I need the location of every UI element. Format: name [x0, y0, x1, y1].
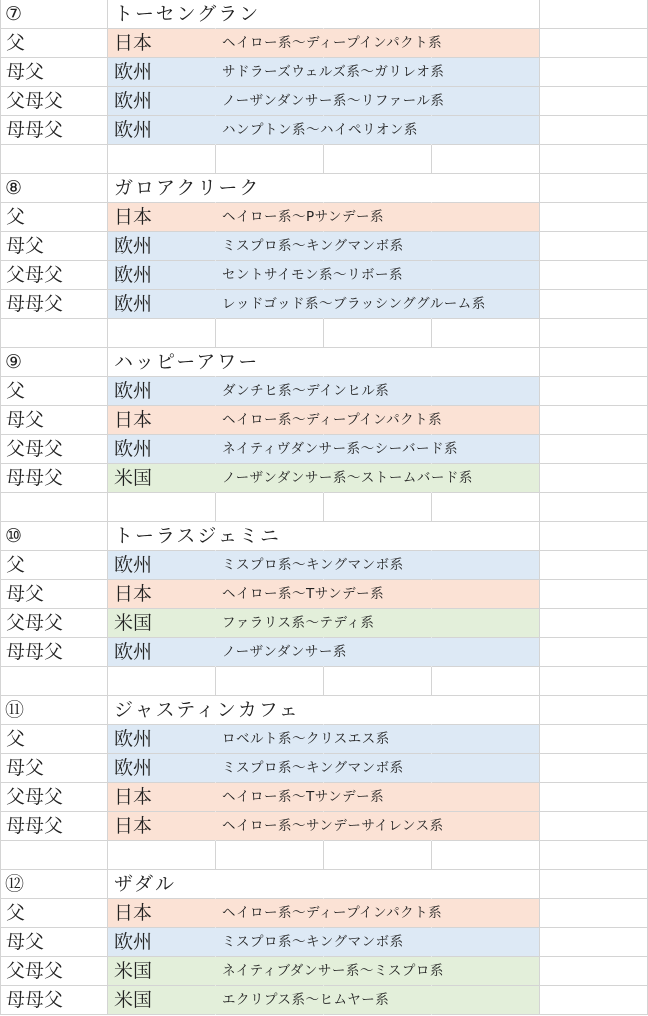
region-label: 米国	[114, 612, 153, 634]
region-label: 米国	[114, 989, 153, 1011]
region-label: 欧州	[114, 931, 153, 953]
horse-header-row	[0, 348, 648, 377]
pedigree-position-label: 父母父	[6, 960, 64, 982]
cell-col-5[interactable]	[540, 986, 648, 1015]
cell-col-0[interactable]	[0, 841, 108, 870]
cell-col-4[interactable]	[432, 986, 540, 1015]
cell-col-5[interactable]	[540, 116, 648, 145]
cell-col-4[interactable]	[432, 725, 540, 754]
sire-line-text: セントサイモン系〜リボー系	[222, 267, 404, 283]
empty-row	[0, 841, 648, 870]
sire-line-text: ミスプロ系〜キングマンボ系	[222, 934, 404, 950]
pedigree-row	[0, 725, 648, 754]
sire-line-text: ノーザンダンサー系〜ストームバード系	[222, 470, 473, 486]
cell-col-3[interactable]	[324, 319, 432, 348]
sire-line-text: サドラーズウェルズ系〜ガリレオ系	[222, 64, 445, 80]
cell-col-4[interactable]	[432, 58, 540, 87]
pedigree-position-label: 母母父	[6, 467, 64, 489]
pedigree-row	[0, 638, 648, 667]
pedigree-row	[0, 377, 648, 406]
horse-name: トーセングラン	[114, 3, 261, 25]
sire-line-text: ヘイロー系〜ディープインパクト系	[222, 412, 443, 428]
cell-col-0[interactable]	[0, 667, 108, 696]
cell-col-3[interactable]	[324, 841, 432, 870]
cell-col-4[interactable]	[432, 754, 540, 783]
pedigree-position-label: 母母父	[6, 641, 64, 663]
cell-col-3[interactable]	[324, 145, 432, 174]
pedigree-position-label: 父	[6, 32, 26, 54]
cell-col-4[interactable]	[432, 667, 540, 696]
region-label: 日本	[114, 409, 153, 431]
cell-col-5[interactable]	[540, 609, 648, 638]
pedigree-position-label: 母父	[6, 931, 45, 953]
pedigree-row	[0, 551, 648, 580]
sire-line-text: ヘイロー系〜ディープインパクト系	[222, 35, 443, 51]
cell-col-4[interactable]	[432, 203, 540, 232]
sire-line-text: ネイティブダンサー系〜ミスプロ系	[222, 963, 444, 979]
pedigree-position-label: 父	[6, 380, 26, 402]
cell-col-4[interactable]	[432, 406, 540, 435]
pedigree-position-label: 父母父	[6, 438, 64, 460]
region-label: 欧州	[114, 119, 153, 141]
cell-col-1[interactable]	[108, 667, 216, 696]
region-label: 日本	[114, 902, 153, 924]
region-label: 欧州	[114, 61, 153, 83]
cell-col-4[interactable]	[432, 551, 540, 580]
horse-name: ハッピーアワー	[114, 351, 260, 373]
cell-col-4[interactable]	[432, 174, 540, 203]
pedigree-row	[0, 435, 648, 464]
cell-col-5[interactable]	[540, 725, 648, 754]
region-label: 日本	[114, 815, 153, 837]
cell-col-4[interactable]	[432, 522, 540, 551]
horse-header-row	[0, 174, 648, 203]
pedigree-row	[0, 203, 648, 232]
sire-line-text: ダンチヒ系〜デインヒル系	[222, 383, 390, 399]
cell-col-3[interactable]	[324, 493, 432, 522]
cell-col-4[interactable]	[432, 377, 540, 406]
pedigree-position-label: 母父	[6, 409, 45, 431]
cell-col-4[interactable]	[432, 928, 540, 957]
pedigree-row	[0, 464, 648, 493]
cell-col-5[interactable]	[540, 899, 648, 928]
sire-line-text: ミスプロ系〜キングマンボ系	[222, 238, 404, 254]
region-label: 日本	[114, 583, 153, 605]
region-label: 欧州	[114, 554, 153, 576]
cell-col-5[interactable]	[540, 348, 648, 377]
region-label: 日本	[114, 206, 153, 228]
cell-col-5[interactable]	[540, 464, 648, 493]
sire-line-text: ファラリス系〜テディ系	[222, 615, 375, 631]
cell-col-5[interactable]	[540, 174, 648, 203]
cell-col-4[interactable]	[432, 812, 540, 841]
cell-col-4[interactable]	[432, 319, 540, 348]
region-label: 欧州	[114, 641, 153, 663]
horse-name: ガロアクリーク	[114, 177, 261, 199]
cell-col-0[interactable]	[0, 145, 108, 174]
cell-col-4[interactable]	[432, 261, 540, 290]
pedigree-row	[0, 87, 648, 116]
region-label: 欧州	[114, 264, 153, 286]
pedigree-position-label: 母父	[6, 583, 45, 605]
cell-col-4[interactable]	[432, 29, 540, 58]
cell-col-4[interactable]	[432, 609, 540, 638]
sire-line-text: ネイティヴダンサー系〜シーバード系	[222, 441, 458, 457]
cell-col-5[interactable]	[540, 754, 648, 783]
pedigree-position-label: 母父	[6, 61, 45, 83]
horse-header-row	[0, 522, 648, 551]
cell-col-1[interactable]	[108, 493, 216, 522]
cell-col-1[interactable]	[108, 319, 216, 348]
pedigree-row	[0, 957, 648, 986]
horse-header-row	[0, 870, 648, 899]
cell-col-5[interactable]	[540, 638, 648, 667]
cell-col-5[interactable]	[540, 957, 648, 986]
cell-col-2[interactable]	[216, 145, 324, 174]
pedigree-row	[0, 580, 648, 609]
region-label: 日本	[114, 32, 153, 54]
sire-line-text: ヘイロー系〜ディープインパクト系	[222, 905, 443, 921]
cell-col-4[interactable]	[432, 783, 540, 812]
pedigree-row	[0, 986, 648, 1015]
cell-col-3[interactable]	[324, 870, 432, 899]
pedigree-position-label: 父	[6, 728, 26, 750]
cell-col-3[interactable]	[324, 667, 432, 696]
cell-col-5[interactable]	[540, 783, 648, 812]
region-label: 米国	[114, 467, 153, 489]
pedigree-row	[0, 609, 648, 638]
cell-col-3[interactable]	[324, 522, 432, 551]
cell-col-5[interactable]	[540, 928, 648, 957]
cell-col-1[interactable]	[108, 145, 216, 174]
pedigree-row	[0, 899, 648, 928]
region-label: 米国	[114, 960, 153, 982]
cell-col-5[interactable]	[540, 0, 648, 29]
pedigree-row	[0, 812, 648, 841]
cell-col-5[interactable]	[540, 870, 648, 899]
cell-col-4[interactable]	[432, 899, 540, 928]
cell-col-4[interactable]	[432, 348, 540, 377]
cell-col-5[interactable]	[540, 435, 648, 464]
region-label: 欧州	[114, 380, 153, 402]
horse-number: ⑩	[5, 525, 23, 547]
pedigree-row	[0, 754, 648, 783]
cell-col-5[interactable]	[540, 841, 648, 870]
cell-col-5[interactable]	[540, 493, 648, 522]
pedigree-position-label: 父	[6, 902, 26, 924]
cell-col-4[interactable]	[432, 0, 540, 29]
sire-line-text: ロベルト系〜クリスエス系	[222, 731, 390, 747]
pedigree-position-label: 父	[6, 554, 26, 576]
cell-col-0[interactable]	[0, 319, 108, 348]
cell-col-5[interactable]	[540, 812, 648, 841]
cell-col-2[interactable]	[216, 493, 324, 522]
cell-col-5[interactable]	[540, 290, 648, 319]
pedigree-position-label: 母母父	[6, 989, 64, 1011]
pedigree-position-label: 父母父	[6, 612, 64, 634]
cell-col-4[interactable]	[432, 116, 540, 145]
cell-col-2[interactable]	[216, 319, 324, 348]
cell-col-5[interactable]	[540, 377, 648, 406]
cell-col-5[interactable]	[540, 29, 648, 58]
horse-number: ⑨	[5, 351, 23, 373]
pedigree-position-label: 父	[6, 206, 26, 228]
cell-col-4[interactable]	[432, 87, 540, 116]
pedigree-position-label: 母父	[6, 757, 45, 779]
sire-line-text: ヘイロー系〜Pサンデー系	[222, 209, 384, 225]
cell-col-1[interactable]	[108, 841, 216, 870]
cell-col-5[interactable]	[540, 580, 648, 609]
cell-col-5[interactable]	[540, 58, 648, 87]
cell-col-5[interactable]	[540, 87, 648, 116]
horse-number: ⑧	[5, 177, 23, 199]
pedigree-row	[0, 232, 648, 261]
cell-col-5[interactable]	[540, 522, 648, 551]
cell-col-3[interactable]	[324, 348, 432, 377]
pedigree-row	[0, 290, 648, 319]
pedigree-position-label: 父母父	[6, 264, 64, 286]
cell-col-2[interactable]	[216, 841, 324, 870]
cell-col-3[interactable]	[324, 0, 432, 29]
empty-row	[0, 319, 648, 348]
horse-number: ⑦	[5, 3, 23, 25]
sire-line-text: ハンプトン系〜ハイペリオン系	[222, 122, 418, 138]
cell-col-4[interactable]	[432, 580, 540, 609]
cell-col-4[interactable]	[432, 957, 540, 986]
sire-line-text: ノーザンダンサー系〜リファール系	[222, 93, 445, 109]
cell-col-5[interactable]	[540, 232, 648, 261]
pedigree-row	[0, 928, 648, 957]
region-label: 日本	[114, 786, 153, 808]
horse-header-row	[0, 0, 648, 29]
sire-line-text: ミスプロ系〜キングマンボ系	[222, 557, 404, 573]
cell-col-3[interactable]	[324, 174, 432, 203]
cell-col-4[interactable]	[432, 232, 540, 261]
cell-col-5[interactable]	[540, 203, 648, 232]
cell-col-4[interactable]	[432, 493, 540, 522]
cell-col-5[interactable]	[540, 551, 648, 580]
pedigree-position-label: 母母父	[6, 815, 64, 837]
sire-line-text: ミスプロ系〜キングマンボ系	[222, 760, 404, 776]
region-label: 欧州	[114, 438, 153, 460]
cell-col-4[interactable]	[432, 696, 540, 725]
pedigree-row	[0, 29, 648, 58]
region-label: 欧州	[114, 90, 153, 112]
region-label: 欧州	[114, 757, 153, 779]
cell-col-5[interactable]	[540, 319, 648, 348]
empty-row	[0, 145, 648, 174]
empty-row	[0, 493, 648, 522]
cell-col-4[interactable]	[432, 841, 540, 870]
horse-name: ザダル	[114, 873, 177, 895]
cell-col-5[interactable]	[540, 406, 648, 435]
pedigree-row	[0, 783, 648, 812]
cell-col-2[interactable]	[216, 667, 324, 696]
sire-line-text: レッドゴッド系〜ブラッシンググルーム系	[222, 296, 486, 312]
pedigree-row	[0, 58, 648, 87]
cell-col-4[interactable]	[432, 638, 540, 667]
pedigree-position-label: 父母父	[6, 90, 64, 112]
pedigree-row	[0, 406, 648, 435]
cell-col-5[interactable]	[540, 667, 648, 696]
sire-line-text: ノーザンダンサー系	[222, 644, 347, 660]
sire-line-text: ヘイロー系〜Tサンデー系	[222, 586, 385, 602]
horse-header-row	[0, 696, 648, 725]
region-label: 欧州	[114, 293, 153, 315]
cell-col-4[interactable]	[432, 870, 540, 899]
cell-col-2[interactable]	[216, 870, 324, 899]
cell-col-4[interactable]	[432, 145, 540, 174]
cell-col-5[interactable]	[540, 145, 648, 174]
horse-number: ⑪	[5, 699, 25, 721]
region-label: 欧州	[114, 235, 153, 257]
pedigree-row	[0, 116, 648, 145]
horse-number: ⑫	[5, 873, 25, 895]
cell-col-5[interactable]	[540, 261, 648, 290]
empty-row	[0, 667, 648, 696]
pedigree-position-label: 母母父	[6, 293, 64, 315]
sire-line-text: ヘイロー系〜サンデーサイレンス系	[222, 818, 444, 834]
cell-col-5[interactable]	[540, 696, 648, 725]
cell-col-0[interactable]	[0, 493, 108, 522]
sire-line-text: エクリプス系〜ヒムヤー系	[222, 992, 390, 1008]
region-label: 欧州	[114, 728, 153, 750]
pedigree-position-label: 母母父	[6, 119, 64, 141]
pedigree-position-label: 父母父	[6, 786, 64, 808]
horse-name: ジャスティンカフェ	[114, 699, 300, 721]
sire-line-text: ヘイロー系〜Tサンデー系	[222, 789, 385, 805]
pedigree-row	[0, 261, 648, 290]
pedigree-position-label: 母父	[6, 235, 45, 257]
cell-col-3[interactable]	[324, 696, 432, 725]
horse-name: トーラスジェミニ	[114, 525, 282, 547]
